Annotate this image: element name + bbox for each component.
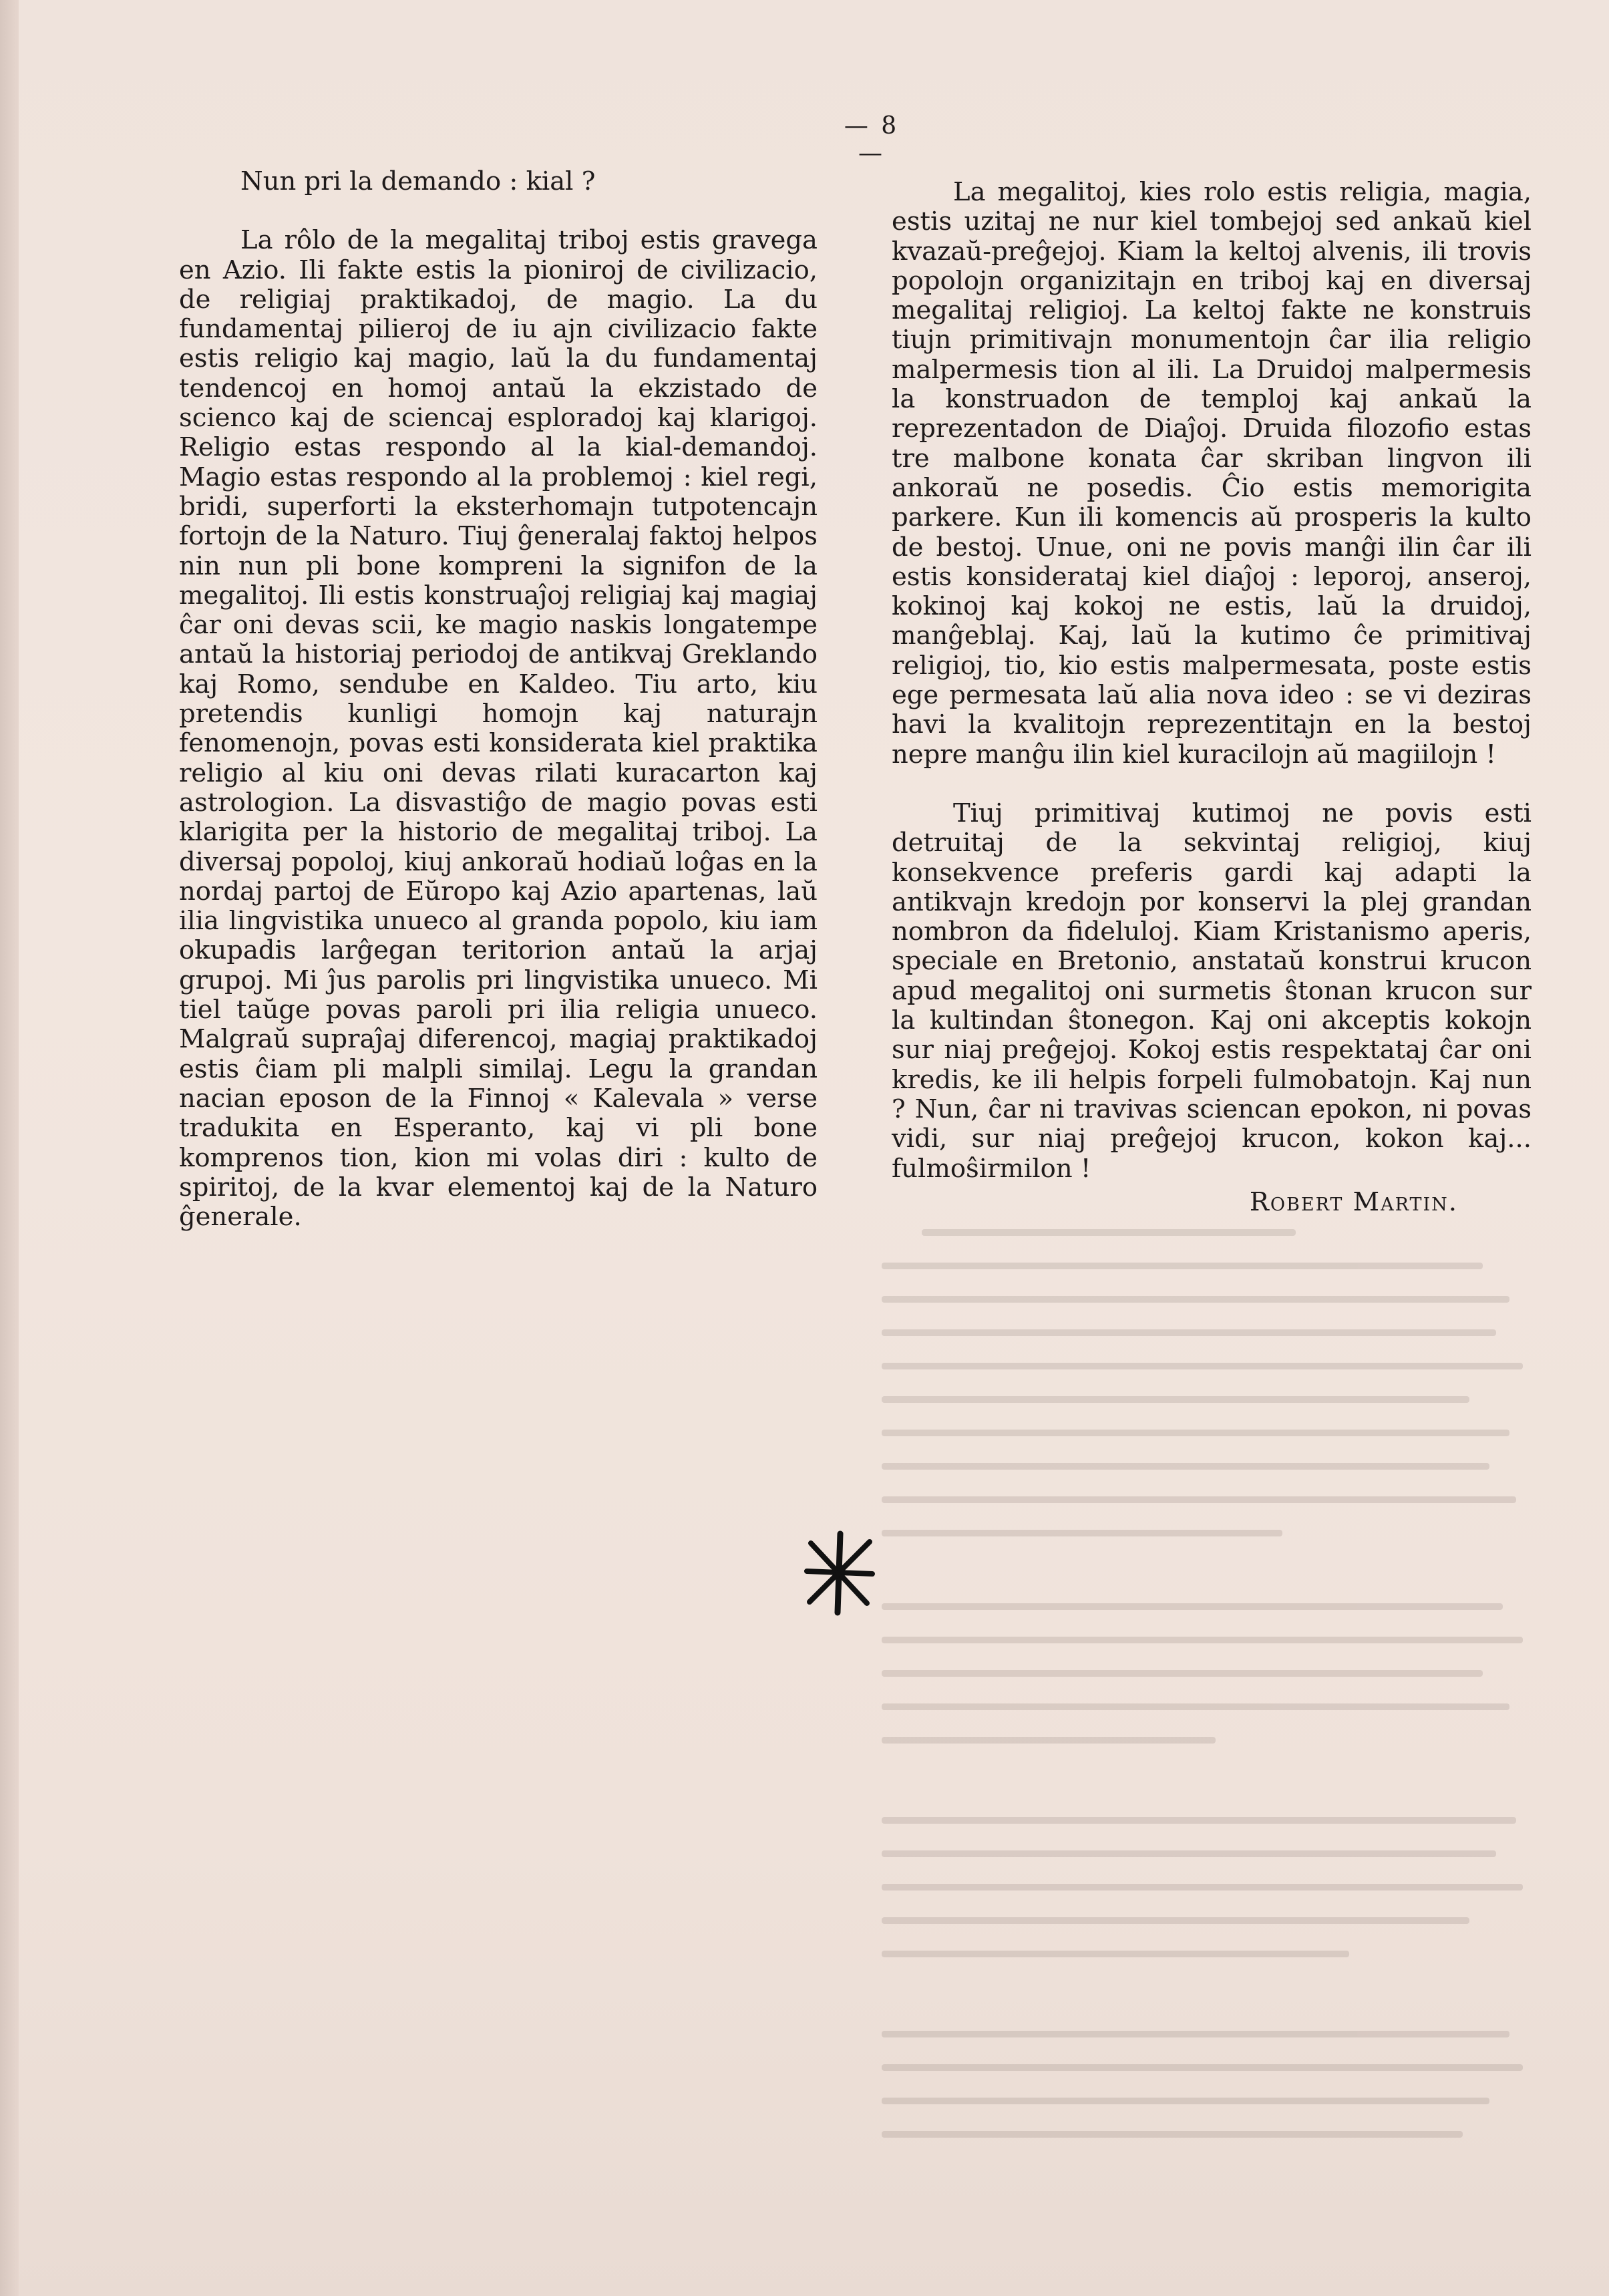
left-body-paragraph: La rôlo de la megalitaj triboj estis gravega en Azio. Ili fakte estis la pioniroj de civilizacio, de religiaj praktikadoj, de magio. La du fundamentaj pilieroj de iu ajn civilizacio fakte estis religio kaj magio, laŭ la du fundamentaj tendencoj en homoj antaŭ la ekzistado de scienco kaj de sciencaj esploradoj kaj klarigoj. Religio estas respondo al la kial-demandoj. Magio estas respondo al la problemoj : kiel regi, bridi, superforti la eksterhomajn tutpotencajn fortojn de la Naturo. Tiuj ĝeneralaj faktoj helpos nin nun pli bone kompreni la signifon de la megalitoj. Ili estis konstruaĵoj religiaj kaj magiaj ĉar oni devas scii, ke magio naskis longatempe antaŭ la historiaj periodoj de antikvaj Greklando kaj Romo, sendube en Kaldeo. Tiu arto, kiu pretendis kunligi homojn kaj naturajn fenomenojn, povas esti konsiderata kiel praktika religio al kiu oni devas rilati kuracarton kaj astrologion. La disvastiĝo de magio povas esti klarigita per la historio de megalitaj triboj. La diversaj popoloj, kiuj ankoraŭ hodiaŭ loĝas en la nordaj partoj de Eŭropo kaj Azio apartenas, laŭ ilia lingvistika unueco al granda popolo, kiu iam okupadis larĝegan teritorion antaŭ la arjaj grupoj. Mi ĵus parolis pri lingvistika unueco. Mi tiel taŭge povas paroli pri ilia religia unueco. Malgraŭ supraĵaj diferencoj, magiaj praktikadoj estis ĉiam pli malpli similaj. Legu la grandan nacian eposon de la Finnoj « Kalevala » verse tradukita en Esperanto, kaj vi pli bone komprenos tion, kion mi volas diri : kulto de spiritoj, de la kvar elementoj kaj de la Naturo ĝenerale. [179,225,818,1233]
right-paragraph-1: La megalitoj, kies rolo estis religia, magia, estis uzitaj ne nur kiel tombejoj sed ankaŭ kiel kvazaŭ-preĝejoj. Kiam la keltoj alvenis, ili trovis popolojn organizitajn en triboj kaj en diversaj megalitaj religioj. La keltoj fakte ne konstruis tiujn primitivajn monumentojn ĉar ilia religio malpermesis tion al ili. La Druidoj malpermesis la konstruadon de temploj kaj ankaŭ la reprezentadon de Diaĵoj. Druida filozofio estas tre malbone konata ĉar skriban lingvon ili ankoraŭ ne posedis. Ĉio estis memorigita parkere. Kun ili komencis aŭ prosperis la kulto de bestoj. Unue, oni ne povis manĝi ilin ĉar ili estis konsiderataj kiel diaĵoj : leporoj, anseroj, kokinoj kaj kokoj ne estis, laŭ la druidoj, manĝeblaj. Kaj, laŭ la kutimo ĉe primitivaj religioj, tio, kio estis malpermesata, poste estis ege permesata laŭ alia nova ideo : se vi deziras havi la kvalitojn reprezentitajn en la bestoj nepre manĝu ilin kiel kuracilojn aŭ magiilojn ! [892,177,1532,770]
page-number: — 8 — [844,112,900,167]
left-column [179,167,818,1232]
author-signature: Robert Martin. [1249,1186,1458,1217]
right-paragraph-2: Tiuj primitivaj kutimoj ne povis esti detruitaj de la sekvintaj religioj, kiuj konsekvence preferis gardi kaj adapti la antikvajn kredojn por konservi la plej grandan nombron da fideluloj. Kiam Kristanismo aperis, speciale en Bretonio, anstataŭ konstrui krucon apud megalitoj oni surmetis ŝtonan krucon sur la kultindan ŝtonegon. Kaj oni akceptis kokojn sur niaj preĝejoj. Kokoj estis respektataj ĉar oni kredis, ke ili helpis forpeli fulmobatojn. Kaj nun ? Nun, ĉar ni travivas sciencan epokon, ni povas vidi, sur niaj preĝejoj krucon, kokon kaj... fulmoŝirmilon ! [892,798,1532,1184]
right-column [892,178,1532,1217]
binding-fold [0,0,19,2296]
bleed-through-text [882,1229,1550,2218]
asterisk-ornament-icon [800,1530,878,1617]
question-line: Nun pri la demando : kial ? [240,166,596,196]
